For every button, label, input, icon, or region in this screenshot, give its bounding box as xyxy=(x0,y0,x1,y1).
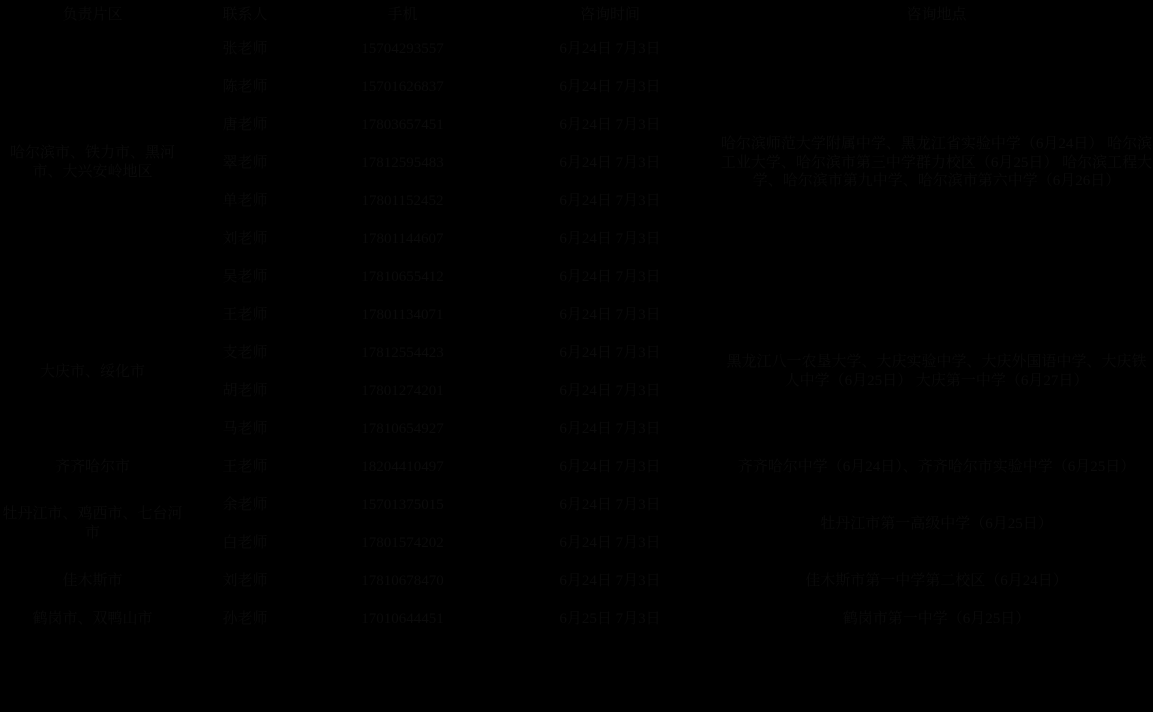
cell-region: 大庆市、绥化市 xyxy=(39,363,145,380)
cell-phone: 17801274201 xyxy=(361,382,444,399)
cell-contact: 翠老师 xyxy=(222,154,268,171)
cell-contact: 刘老师 xyxy=(222,230,268,247)
header-time: 咨询时间 xyxy=(579,6,640,23)
table-row xyxy=(0,600,1153,638)
cell-region: 齐齐哈尔市 xyxy=(54,458,130,475)
table-header xyxy=(0,0,1153,30)
cell-contact: 马老师 xyxy=(222,420,268,437)
cell-contact: 王老师 xyxy=(222,306,268,323)
cell-phone: 17801152452 xyxy=(361,192,444,209)
cell-time: 6月24日 7月3日 xyxy=(559,116,661,133)
cell-time: 6月24日 7月3日 xyxy=(559,534,661,551)
cell-place: 哈尔滨师范大学附属中学、黑龙江省实验中学（6月24日） 哈尔滨工业大学、哈尔滨市第三中学群力校区（6月25日） 哈尔滨工程大学、哈尔滨市第九中学、哈尔滨市第六中学（6月26日） xyxy=(720,135,1153,190)
header-region: 负责片区 xyxy=(62,6,123,23)
cell-phone: 17801574202 xyxy=(361,534,444,551)
cell-contact: 王老师 xyxy=(222,458,268,475)
cell-contact: 张老师 xyxy=(222,40,268,57)
cell-place: 鹤岗市第一中学（6月25日） xyxy=(842,610,1031,627)
header-place: 咨询地点 xyxy=(906,6,967,23)
table-row xyxy=(0,562,1153,600)
cell-phone: 15701375015 xyxy=(361,496,444,513)
cell-phone: 15704293557 xyxy=(361,40,444,57)
header-phone: 手机 xyxy=(387,6,418,23)
header-row xyxy=(0,0,1153,30)
cell-contact: 胡老师 xyxy=(222,382,268,399)
table-row xyxy=(0,486,1153,524)
cell-phone: 17803657451 xyxy=(361,116,444,133)
cell-time: 6月24日 7月3日 xyxy=(559,40,661,57)
cell-phone: 18204410497 xyxy=(361,458,444,475)
cell-contact: 陈老师 xyxy=(222,78,268,95)
cell-contact: 吴老师 xyxy=(222,268,268,285)
cell-time: 6月24日 7月3日 xyxy=(559,344,661,361)
cell-region: 佳木斯市 xyxy=(62,572,123,589)
cell-time: 6月24日 7月3日 xyxy=(559,192,661,209)
cell-time: 6月24日 7月3日 xyxy=(559,572,661,589)
cell-region: 哈尔滨市、铁力市、黑河市、大兴安岭地区 xyxy=(9,145,175,180)
cell-phone: 17812595483 xyxy=(361,154,444,171)
cell-region: 牡丹江市、鸡西市、七台河市 xyxy=(2,506,183,541)
cell-place: 齐齐哈尔中学（6月24日）、齐齐哈尔市实验中学（6月25日） xyxy=(737,458,1136,475)
cell-place: 佳木斯市第一中学第二校区（6月24日） xyxy=(805,572,1068,589)
cell-place: 黑龙江八一农垦大学、大庆实验中学、大庆外国语中学、大庆铁人中学（6月25日） 大庆第一中学（6月27日） xyxy=(726,354,1147,389)
cell-contact: 唐老师 xyxy=(222,116,268,133)
cell-time: 6月24日 7月3日 xyxy=(559,382,661,399)
cell-phone: 17010644451 xyxy=(361,610,444,627)
table-row xyxy=(0,296,1153,334)
cell-contact: 白老师 xyxy=(222,534,268,551)
cell-time: 6月24日 7月3日 xyxy=(559,78,661,95)
table-body xyxy=(0,30,1153,638)
cell-contact: 单老师 xyxy=(222,192,268,209)
header-contact: 联系人 xyxy=(222,6,268,23)
cell-phone: 17801144607 xyxy=(361,230,444,247)
cell-time: 6月25日 7月3日 xyxy=(559,610,661,627)
cell-time: 6月24日 7月3日 xyxy=(559,230,661,247)
cell-time: 6月24日 7月3日 xyxy=(559,420,661,437)
cell-time: 6月24日 7月3日 xyxy=(559,458,661,475)
cell-phone: 17810655412 xyxy=(361,268,444,285)
cell-phone: 17810654927 xyxy=(361,420,444,437)
cell-time: 6月24日 7月3日 xyxy=(559,154,661,171)
cell-contact: 余老师 xyxy=(222,496,268,513)
cell-time: 6月24日 7月3日 xyxy=(559,306,661,323)
cell-contact: 孙老师 xyxy=(222,610,268,627)
cell-phone: 17801134071 xyxy=(361,306,444,323)
cell-contact: 刘老师 xyxy=(222,572,268,589)
cell-region: 鹤岗市、双鸭山市 xyxy=(32,610,153,627)
cell-time: 6月24日 7月3日 xyxy=(559,268,661,285)
cell-phone: 17810678470 xyxy=(361,572,444,589)
cell-time: 6月24日 7月3日 xyxy=(559,496,661,513)
cell-phone: 15701626837 xyxy=(361,78,444,95)
cell-place: 牡丹江市第一高级中学（6月25日） xyxy=(820,515,1053,532)
cell-phone: 17812554423 xyxy=(361,344,444,361)
table-row xyxy=(0,448,1153,486)
cell-contact: 支老师 xyxy=(222,344,268,361)
table-row xyxy=(0,30,1153,68)
